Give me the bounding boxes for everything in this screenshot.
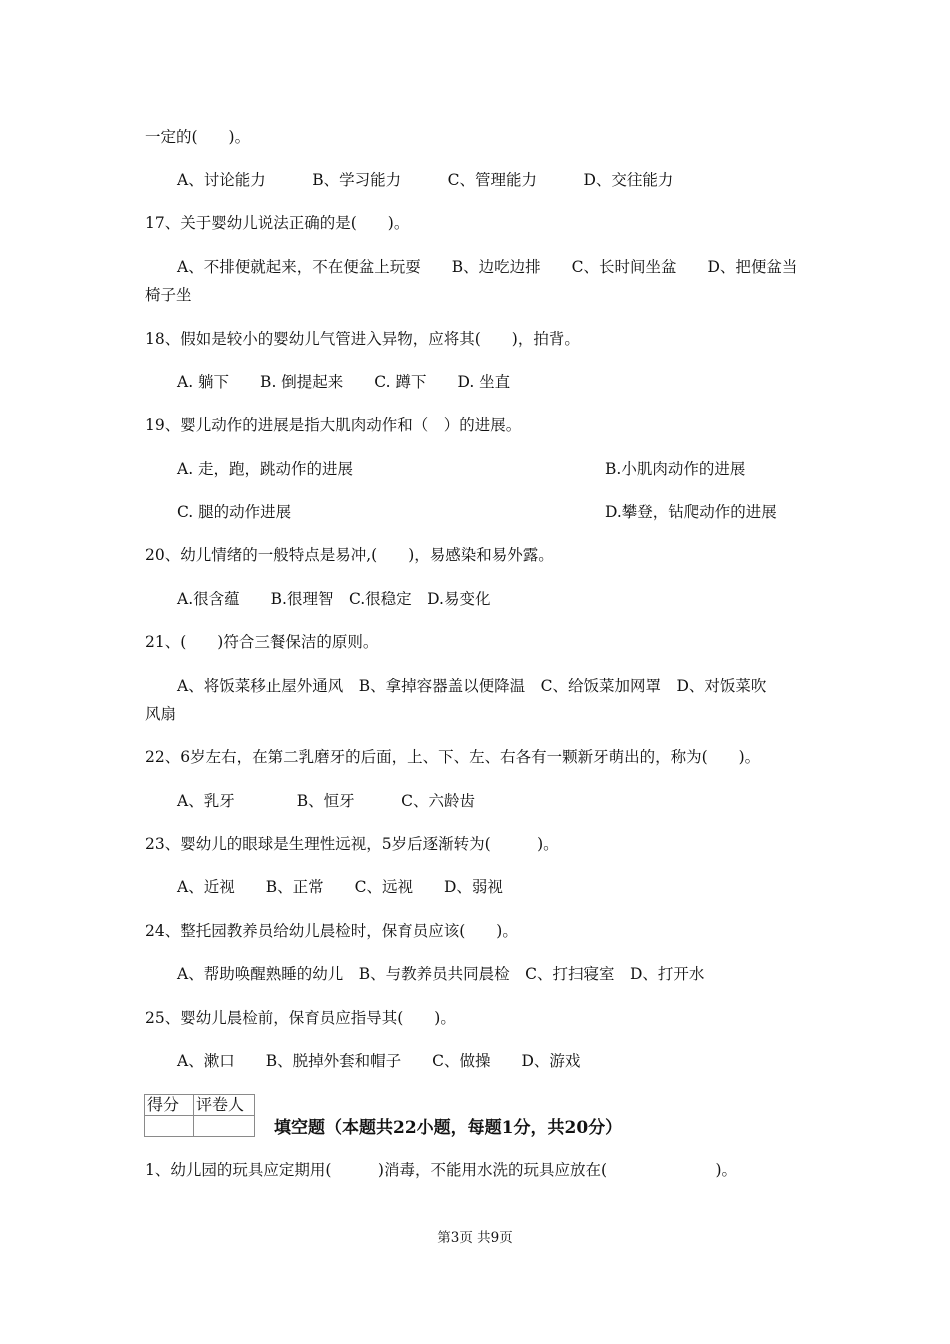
question-21-options: A、将饭菜移止屋外通风 B、拿掉容器盖以便降温 C、给饭菜加网罩 D、对饭菜吹 <box>177 677 767 695</box>
question-19-options-row-2 <box>177 502 777 522</box>
page-footer: 第3页 共9页 <box>437 1230 513 1246</box>
question-18-stem: 18、假如是较小的婴幼儿气管进入异物，应将其( )，拍背。 <box>145 330 580 348</box>
question-20-stem: 20、幼儿情绪的一般特点是易冲,( )，易感染和易外露。 <box>145 546 554 564</box>
grader-cell <box>194 1116 255 1137</box>
score-header: 得分 <box>145 1095 194 1116</box>
question-24-options: A、帮助唤醒熟睡的幼儿 B、与教养员共同晨检 C、打扫寝室 D、打开水 <box>177 965 705 983</box>
question-23-options: A、近视 B、正常 C、远视 D、弱视 <box>177 878 503 896</box>
question-24-stem: 24、整托园教养员给幼儿晨检时，保育员应该( )。 <box>145 922 518 940</box>
question-21-stem: 21、( )符合三餐保洁的原则。 <box>145 633 379 651</box>
question-16-continuation: 一定的( )。 <box>145 128 251 146</box>
question-18-options: A. 躺下 B. 倒提起来 C. 蹲下 D. 坐直 <box>177 373 511 391</box>
question-19-option-a: A. 走，跑，跳动作的进展 <box>177 460 354 478</box>
question-22-stem: 22、6岁左右，在第二乳磨牙的后面，上、下、左、右各有一颗新牙萌出的，称为( )。 <box>145 748 761 766</box>
question-19-options-row-1 <box>177 459 777 479</box>
question-22-options: A、乳牙 B、恒牙 C、六龄齿 <box>177 792 475 810</box>
question-25-stem: 25、婴幼儿晨检前，保育员应指导其( )。 <box>145 1009 456 1027</box>
score-table <box>144 1094 255 1137</box>
question-17-options-wrap: 椅子坐 <box>145 286 192 304</box>
question-21-options-wrap: 风扇 <box>145 705 177 723</box>
question-16-options: A、讨论能力 B、学习能力 C、管理能力 D、交往能力 <box>177 171 674 189</box>
score-cell <box>145 1116 194 1137</box>
question-17-stem: 17、关于婴幼儿说法正确的是( )。 <box>145 214 410 232</box>
question-19-option-d: D.攀登，钻爬动作的进展 <box>605 503 777 521</box>
fill-question-1: 1、幼儿园的玩具应定期用( )消毒，不能用水洗的玩具应放在( )。 <box>145 1161 738 1179</box>
question-19-option-c: C. 腿的动作进展 <box>177 503 292 521</box>
question-17-options: A、不排便就起来，不在便盆上玩耍 B、边吃边排 C、长时间坐盆 D、把便盆当 <box>177 258 798 276</box>
question-25-options: A、漱口 B、脱掉外套和帽子 C、做操 D、游戏 <box>177 1052 581 1070</box>
question-19-stem: 19、婴儿动作的进展是指大肌肉动作和（ ）的进展。 <box>145 416 522 434</box>
section-title: 填空题（本题共22小题，每题1分，共20分） <box>274 1118 623 1138</box>
question-20-options: A.很含蕴 B.很理智 C.很稳定 D.易变化 <box>177 590 491 608</box>
question-19-option-b: B.小肌肉动作的进展 <box>605 460 746 478</box>
question-23-stem: 23、婴幼儿的眼球是生理性远视，5岁后逐渐转为( )。 <box>145 835 559 853</box>
grader-header: 评卷人 <box>194 1095 255 1116</box>
